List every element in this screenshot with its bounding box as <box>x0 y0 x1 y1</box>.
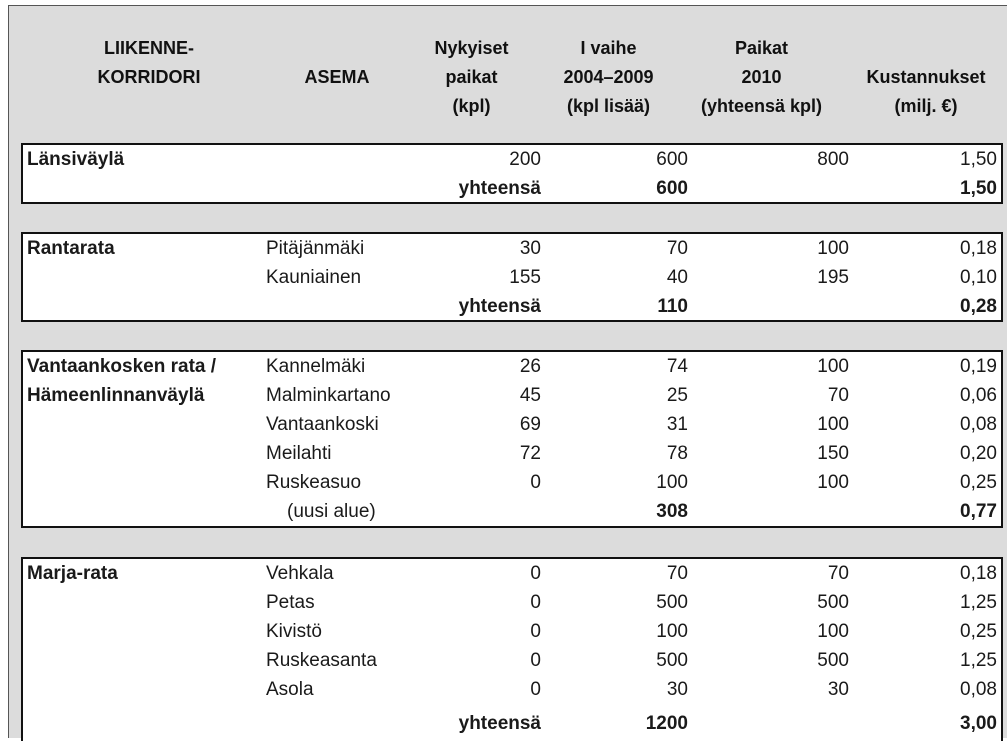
table-row <box>23 646 1001 675</box>
corridor-name: Vantaankosken rata / <box>27 356 217 377</box>
total-label: yhteensä <box>458 713 541 734</box>
total-sublabel: (uusi alue) <box>287 501 376 522</box>
station-name: Kauniainen <box>266 267 362 288</box>
total-spaces: 100 <box>817 621 849 642</box>
phase-spaces: 500 <box>656 650 688 671</box>
corridor-name: Länsiväylä <box>27 149 125 170</box>
station-name: Petas <box>266 592 315 613</box>
group-total-row <box>23 174 1001 203</box>
table-row <box>23 675 1001 704</box>
current-spaces: 155 <box>509 267 541 288</box>
table-row <box>23 234 1001 263</box>
cost: 0,06 <box>960 385 997 406</box>
corridor-name: Marja-rata <box>27 563 118 584</box>
cost: 0,18 <box>960 563 997 584</box>
group-vantaankoski <box>21 350 1003 528</box>
header-station: ASEMA <box>304 67 370 87</box>
current-spaces: 45 <box>519 385 541 406</box>
header-corridor: LIIKENNE- KORRIDORI <box>97 38 201 87</box>
table-sheet <box>8 5 1007 738</box>
group-lansivayla <box>21 143 1003 204</box>
cost: 0,18 <box>960 238 997 259</box>
group-total-row <box>23 497 1001 526</box>
corridor-name: Rantarata <box>27 238 115 259</box>
current-spaces: 0 <box>530 563 541 584</box>
cost: 0,08 <box>960 679 997 700</box>
header-phase: I vaihe 2004–2009 (kpl lisää) <box>563 38 654 116</box>
station-name: Pitäjänmäki <box>266 238 365 259</box>
cost: 0,08 <box>960 414 997 435</box>
current-spaces: 69 <box>519 414 541 435</box>
table-row <box>23 410 1001 439</box>
cost: 1,25 <box>960 650 997 671</box>
cost: 0,19 <box>960 356 997 377</box>
total-spaces: 500 <box>817 592 849 613</box>
current-spaces: 26 <box>519 356 541 377</box>
table-row <box>23 145 1001 174</box>
station-name: Vehkala <box>266 563 334 584</box>
current-spaces: 0 <box>530 679 541 700</box>
station-name: Ruskeasuo <box>266 472 362 493</box>
header-spaces: Paikat 2010 (yhteensä kpl) <box>700 38 823 116</box>
table-row <box>23 439 1001 468</box>
current-spaces: 0 <box>530 472 541 493</box>
current-spaces: 200 <box>509 149 541 170</box>
station-name: Asola <box>266 679 314 700</box>
station-name: Kannelmäki <box>266 356 366 377</box>
table-row <box>23 559 1001 588</box>
current-spaces: 30 <box>519 238 541 259</box>
current-spaces: 0 <box>530 592 541 613</box>
cost: 0,25 <box>960 472 997 493</box>
total-spaces: 150 <box>817 443 849 464</box>
station-name: Vantaankoski <box>266 414 379 435</box>
total-spaces: 100 <box>817 238 849 259</box>
cost: 0,25 <box>960 621 997 642</box>
phase-spaces: 74 <box>666 356 688 377</box>
header-current: Nykyiset paikat (kpl) <box>434 38 509 116</box>
total-phase: 1200 <box>645 713 688 734</box>
total-spaces: 30 <box>827 679 849 700</box>
group-marja-rata <box>21 557 1003 741</box>
current-spaces: 0 <box>530 621 541 642</box>
phase-spaces: 78 <box>666 443 688 464</box>
total-label: yhteensä <box>458 296 541 317</box>
phase-spaces: 500 <box>656 592 688 613</box>
total-spaces: 800 <box>817 149 849 170</box>
cost: 0,20 <box>960 443 997 464</box>
table-row <box>23 263 1001 292</box>
station-name: Kivistö <box>266 621 322 642</box>
total-spaces: 100 <box>817 356 849 377</box>
station-name: Ruskeasanta <box>266 650 377 671</box>
station-name: Meilahti <box>266 443 332 464</box>
total-spaces: 100 <box>817 472 849 493</box>
table-row <box>23 352 1001 381</box>
phase-spaces: 600 <box>656 149 688 170</box>
station-name: Malminkartano <box>266 385 391 406</box>
current-spaces: 72 <box>519 443 541 464</box>
table-row <box>23 617 1001 646</box>
corridor-name-line2: Hämeenlinnanväylä <box>27 385 205 406</box>
group-rantarata <box>21 232 1003 322</box>
phase-spaces: 100 <box>656 472 688 493</box>
group-total-row <box>23 709 1001 738</box>
total-phase: 600 <box>656 178 688 199</box>
total-spaces: 70 <box>827 563 849 584</box>
total-spaces: 100 <box>817 414 849 435</box>
table-row <box>23 588 1001 617</box>
total-cost: 1,50 <box>960 178 997 199</box>
current-spaces: 0 <box>530 650 541 671</box>
phase-spaces: 70 <box>666 563 688 584</box>
group-total-row <box>23 292 1001 321</box>
phase-spaces: 31 <box>666 414 688 435</box>
table-row <box>23 468 1001 497</box>
cost: 1,25 <box>960 592 997 613</box>
total-cost: 3,00 <box>960 713 997 734</box>
phase-spaces: 40 <box>666 267 688 288</box>
cost: 0,10 <box>960 267 997 288</box>
header-costs: Kustannukset (milj. €) <box>866 67 986 116</box>
phase-spaces: 70 <box>666 238 688 259</box>
phase-spaces: 25 <box>666 385 688 406</box>
phase-spaces: 100 <box>656 621 688 642</box>
phase-spaces: 30 <box>666 679 688 700</box>
total-spaces: 70 <box>827 385 849 406</box>
total-phase: 110 <box>657 296 688 317</box>
total-phase: 308 <box>656 501 688 522</box>
total-label: yhteensä <box>458 178 541 199</box>
total-spaces: 500 <box>817 650 849 671</box>
table-row <box>23 381 1001 410</box>
total-cost: 0,77 <box>960 501 997 522</box>
total-cost: 0,28 <box>960 296 997 317</box>
cost: 1,50 <box>960 149 997 170</box>
total-spaces: 195 <box>817 267 849 288</box>
